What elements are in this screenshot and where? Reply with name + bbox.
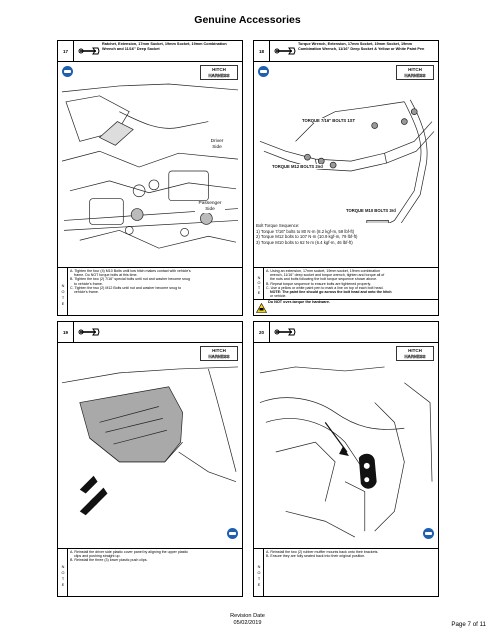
note-text [266,550,435,558]
step-18-panel [253,40,439,316]
step-number: 17 [58,41,74,62]
note-line: B. Repeat torque sequence to ensure bolts are tightened properly. [266,281,372,286]
note-letter: N [257,276,261,280]
note-line: clips and pushing straight up. [74,554,121,559]
note-line: C. Use a yellow or white paint pen to mark a line on top of each bolt head. [266,285,384,290]
note-letter: T [257,577,261,581]
note-line: B. Reinstall the three (3) lower plastic push clips. [70,558,148,563]
tools-list: Torque Wrench, Extension, 17mm Socket, 19mm Socket, 19mm Combination Wrench, 11/16" Deep Socket & Yellow or White Paint Pen [298,42,425,51]
hitch-harness-badge [396,65,434,80]
badge-line1: HITCH [408,67,422,72]
note-section [58,548,242,596]
step-header [254,322,438,343]
note-letter: T [61,296,65,300]
note-letter: E [61,302,65,306]
note-label [254,268,264,299]
note-label [58,549,68,596]
step-20-panel [253,321,439,597]
sequence-line: 3) Torque M10 bolts to 62 N·m (6.4 kgf-m, 46 lbf-ft) [256,239,353,245]
badge-line2: HARNESS [201,354,237,360]
badge-line2: HARNESS [397,354,433,360]
revision-label: Revision Date [230,613,265,619]
step-number: 18 [254,41,270,62]
note-letter: T [257,286,261,290]
badge-line2: HARNESS [397,73,433,79]
revision-date: 05/02/2019 [233,620,262,626]
bolt-torque-sequence [256,223,406,248]
muffler-mount-illustration [256,363,436,544]
underbody-hitch-illustration [60,82,240,263]
note-line: B. Ensure they are fully seated back into their original position. [266,554,366,559]
note-letter: O [61,571,65,575]
note-line: wrench, 11/16" deep socket and torque wrench, tighten and torque all of [270,273,385,278]
note-line: A. Tighten the four (4) M10 Bolts until tow hitch makes contact with vehicle's [70,269,191,273]
note-line: A. Using an extension, 17mm socket, 19mm socket, 19mm combination [266,269,381,273]
step-header [58,322,242,343]
note-section [58,267,242,315]
note-line: NOTE: The paint line should go across the bolt head and onto the hitch [270,290,392,295]
page-number: Page 7 of 11 [451,621,486,628]
badge-line1: HITCH [212,348,226,353]
note-label [254,549,264,596]
step-header [58,41,242,62]
note-letter: O [257,281,261,285]
note-letter: N [61,284,65,288]
note-label [58,268,68,315]
badge-line2: HARNESS [201,73,237,79]
badge-line1: HITCH [408,348,422,353]
note-line: the nuts and bolts following the bolt torque sequence shown above. [270,277,378,282]
step-body [58,343,242,548]
note-letter: E [61,583,65,587]
hitch-harness-badge [200,346,238,361]
note-letter: T [61,577,65,581]
note-letter: O [61,290,65,294]
note-line: B. Tighten the two (2) 7/16" special bolts until nut and washer become snug [70,277,190,282]
wrench-icon [274,327,296,337]
sequence-heading: Bolt Torque Sequence: [256,223,300,228]
callout-third: TORQUE M10 BOLTS 3rd [346,208,396,213]
safety-glasses-icon [258,66,269,77]
note-line: A. Reinstall the two (2) rubber muffler mounts back onto their brackets. [266,550,379,554]
wrench-icon [274,46,296,56]
passenger-side-label: Passenger Side [195,201,225,213]
note-line: frame. Do NOT torque bolts at this time. [74,273,138,278]
note-line: C. Tighten the two (2) M12 Bolts until nut and washer become snug to [70,285,182,290]
note-line: A. Reinstall the driver side plastic cover panel by aligning the upper plastic [70,550,189,554]
step-body [254,62,438,267]
note-text [70,269,239,294]
callout-second: TORQUE M12 BOLTS 2nd [272,164,323,169]
step-header [254,41,438,62]
safety-glasses-icon [423,528,434,539]
note-letter: N [61,565,65,569]
callout-first: TORQUE 7/16" BOLTS 1ST [302,118,356,123]
step-body [254,343,438,548]
step-body [58,62,242,267]
wrench-icon [78,46,100,56]
note-letter: E [257,583,261,587]
hitch-harness-badge [396,346,434,361]
page-title: Genuine Accessories [194,14,301,26]
warning-icon [256,303,267,313]
step-number: 20 [254,322,270,343]
tools-list: Ratchet, Extension, 17mm Socket, 19mm Socket, 19mm Combination Wrench and 11/16" Deep Socket [102,42,227,51]
sequence-line: 1) Torque 7/16" bolts to 80 N·m (8.2 kgf-m, 59 lbf-ft) [256,228,355,234]
step-number: 19 [58,322,74,343]
driver-side-label: Driver Side [206,139,228,151]
safety-glasses-icon [227,528,238,539]
note-line: vehicle's frame. [74,290,99,295]
note-letter: N [257,565,261,569]
note-line: or vehicle. [270,294,287,299]
note-letter: O [257,571,261,575]
note-section [254,548,438,596]
warning-text: Do NOT over-torque the hardware. [268,300,331,304]
safety-glasses-icon [62,66,73,77]
hitch-harness-badge [200,65,238,80]
sequence-line: 2) Torque M12 bolts to 107 N·m (10.9 kgf-m, 79 lbf-ft) [256,234,358,240]
step-17-panel [57,40,243,316]
note-text [70,550,239,563]
note-line: to vehicle's frame. [74,281,103,286]
warning-section [254,299,438,315]
note-letter: E [257,291,261,295]
step-19-panel [57,321,243,597]
cover-panel-illustration [60,363,240,544]
note-text [266,269,435,298]
wrench-icon [78,327,100,337]
note-section [254,267,438,299]
badge-line1: HITCH [212,67,226,72]
